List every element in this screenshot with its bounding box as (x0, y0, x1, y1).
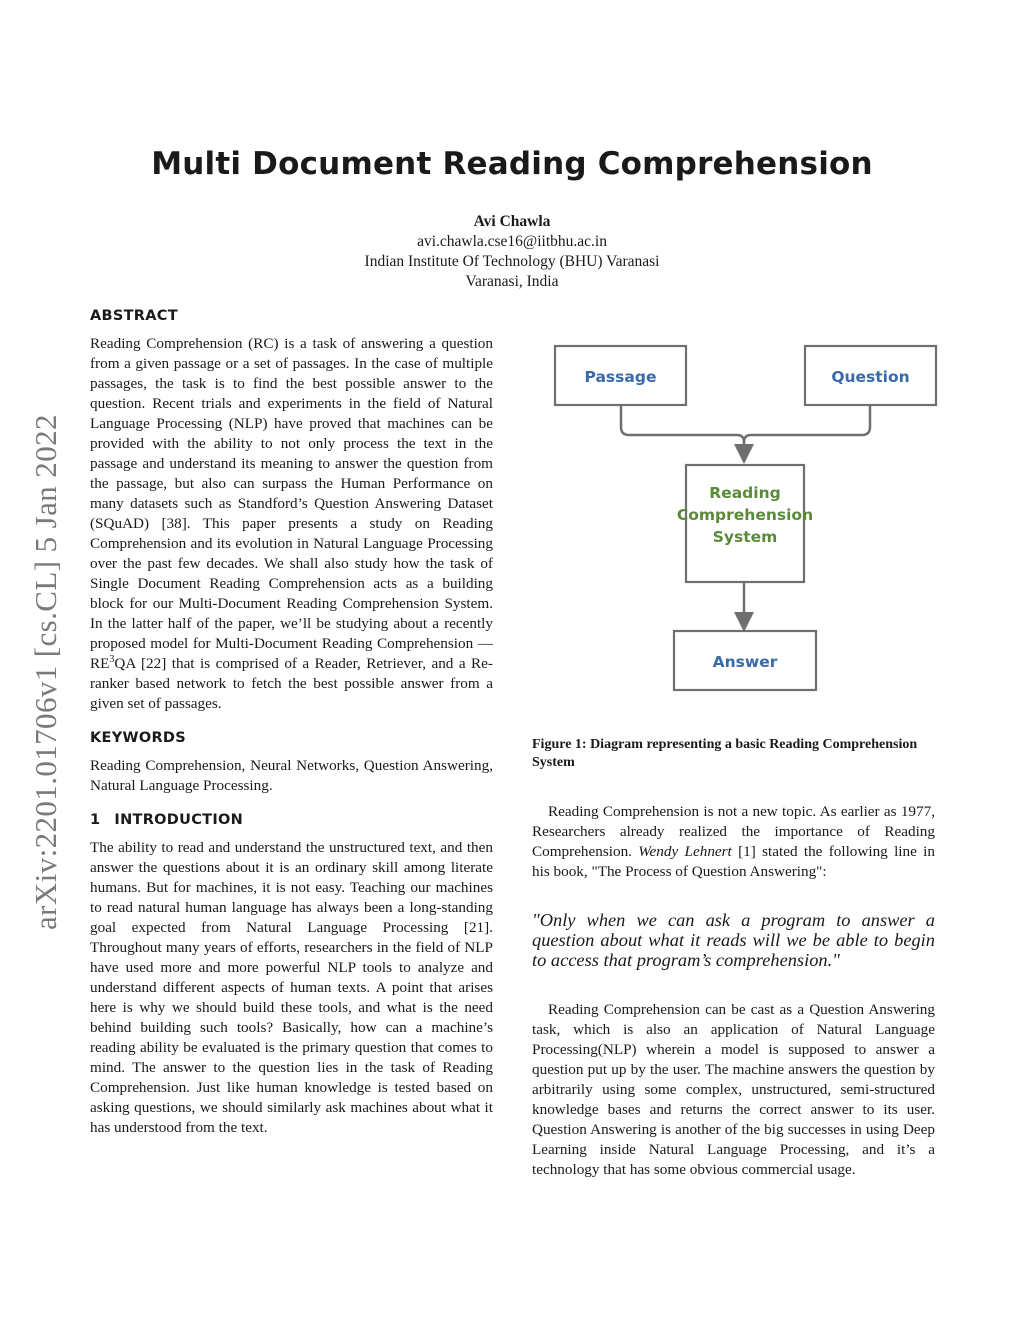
rc-label-line1: Reading (709, 484, 781, 502)
question-connector (744, 405, 870, 442)
quote-text: "Only when we can ask a program to answer a question about what it reads will we be able to begin to access that program’s comprehension." (532, 910, 935, 970)
section-title: INTRODUCTION (114, 812, 244, 828)
keywords-heading: KEYWORDS (90, 730, 187, 746)
author-name: Avi Chawla (473, 213, 551, 230)
paper-title: Multi Document Reading Comprehension (151, 146, 873, 182)
section-number: 1 (90, 812, 101, 828)
arxiv-identifier: arXiv:2201.01706v1 [cs.CL] 5 Jan 2022 (28, 414, 63, 930)
question-label: Question (831, 368, 910, 386)
abstract-text-part2: QA [22] that is comprised of a Reader, Retriever, and a Re-ranker based network to fetch the best possible answer from a given set of passages. (90, 655, 493, 712)
author-email: avi.chawla.cse16@iitbhu.ac.in (417, 233, 607, 250)
introduction-heading (90, 810, 493, 830)
figure-caption: Figure 1: Diagram representing a basic Reading Comprehension System (532, 737, 918, 770)
p1-text-a: Reading Comprehension is not a new topic. As earlier as 1977, Researchers already realized the importance of Reading Comprehension. (532, 803, 935, 860)
right-column (532, 736, 935, 1180)
abstract-text (90, 334, 493, 714)
rc-label-line3: System (712, 528, 778, 546)
p1-author-name: Wendy Lehnert (638, 843, 732, 860)
passage-connector (621, 405, 744, 458)
p1-text-b: [1] stated the following line in his book, "The Process of Question Answering": (532, 843, 935, 880)
keywords-text: Reading Comprehension, Neural Networks, Question Answering, Natural Language Processing. (90, 757, 493, 794)
right-paragraph-2: Reading Comprehension can be cast as a Question Answering task, which is also an application of Natural Language Processing(NLP) wherein a model is supposed to answer a question put up by the user. The machine answers the question by arbitrarily using some complex, unstructured, semi-structured knowledge bases and returns the correct answer to its user. Question Answering is another of the big successes in using Deep Learning inside Natural Language Processing, and it’s a technology that has some obvious commercial usage. (532, 1001, 935, 1178)
abstract-superscript: 3 (109, 654, 115, 665)
abstract-text-part1: Reading Comprehension (RC) is a task of answering a question from a given passage or a set of passages. In the case of multiple passages, the task is to find the best possible answer to the question. Recent trials and experiments in the field of Natural Language Processing (NLP) have proved that machines can be provided with the ability to not only process the text in the passage and understand its meaning to answer the question from the passage, but also can surpass the Human Performance on many datasets such as Standford’s Question Answering Dataset (SQuAD) [38]. This paper presents a study on Reading Comprehension and its evolution in Natural Language Processing over the past few decades. We shall also study how the task of Single Document Reading Comprehension acts as a building block for our Multi-Document Reading Comprehension System. In the latter half of the paper, we’ll be studying about a recently proposed model for Multi-Document Reading Comprehension — RE (90, 335, 493, 672)
figure-diagram (532, 332, 952, 722)
author-location: Varanasi, India (465, 273, 559, 290)
author-block (0, 212, 1024, 292)
abstract-heading: ABSTRACT (90, 308, 178, 324)
passage-label: Passage (584, 368, 657, 386)
rc-label-line2: Comprehension (676, 506, 814, 524)
author-institution: Indian Institute Of Technology (BHU) Varanasi (364, 253, 660, 270)
introduction-text: The ability to read and understand the unstructured text, and then answer the questions about it is an ordinary skill among literate humans. But for machines, it is not easy. Teaching our machines to read natural human language has always been a long-standing goal expected from Natural Language Processing [21]. Throughout many years of efforts, researchers in the field of NLP have used more and more powerful NLP tools to analyze and understand different aspects of human texts. A point that arises here is why we should build these tools, and what is the need behind building such tools? Basically, how can a machine’s reading ability be evaluated is the primary question that comes to mind. The answer to the question lies in the task of Reading Comprehension. Just like human knowledge is tested based on asking questions, we should similarly ask machines about what it has understood from the text. (90, 839, 493, 1136)
diagram-svg (532, 332, 952, 722)
left-column (90, 306, 493, 1138)
answer-label: Answer (712, 653, 778, 671)
right-paragraph-1 (532, 802, 935, 882)
